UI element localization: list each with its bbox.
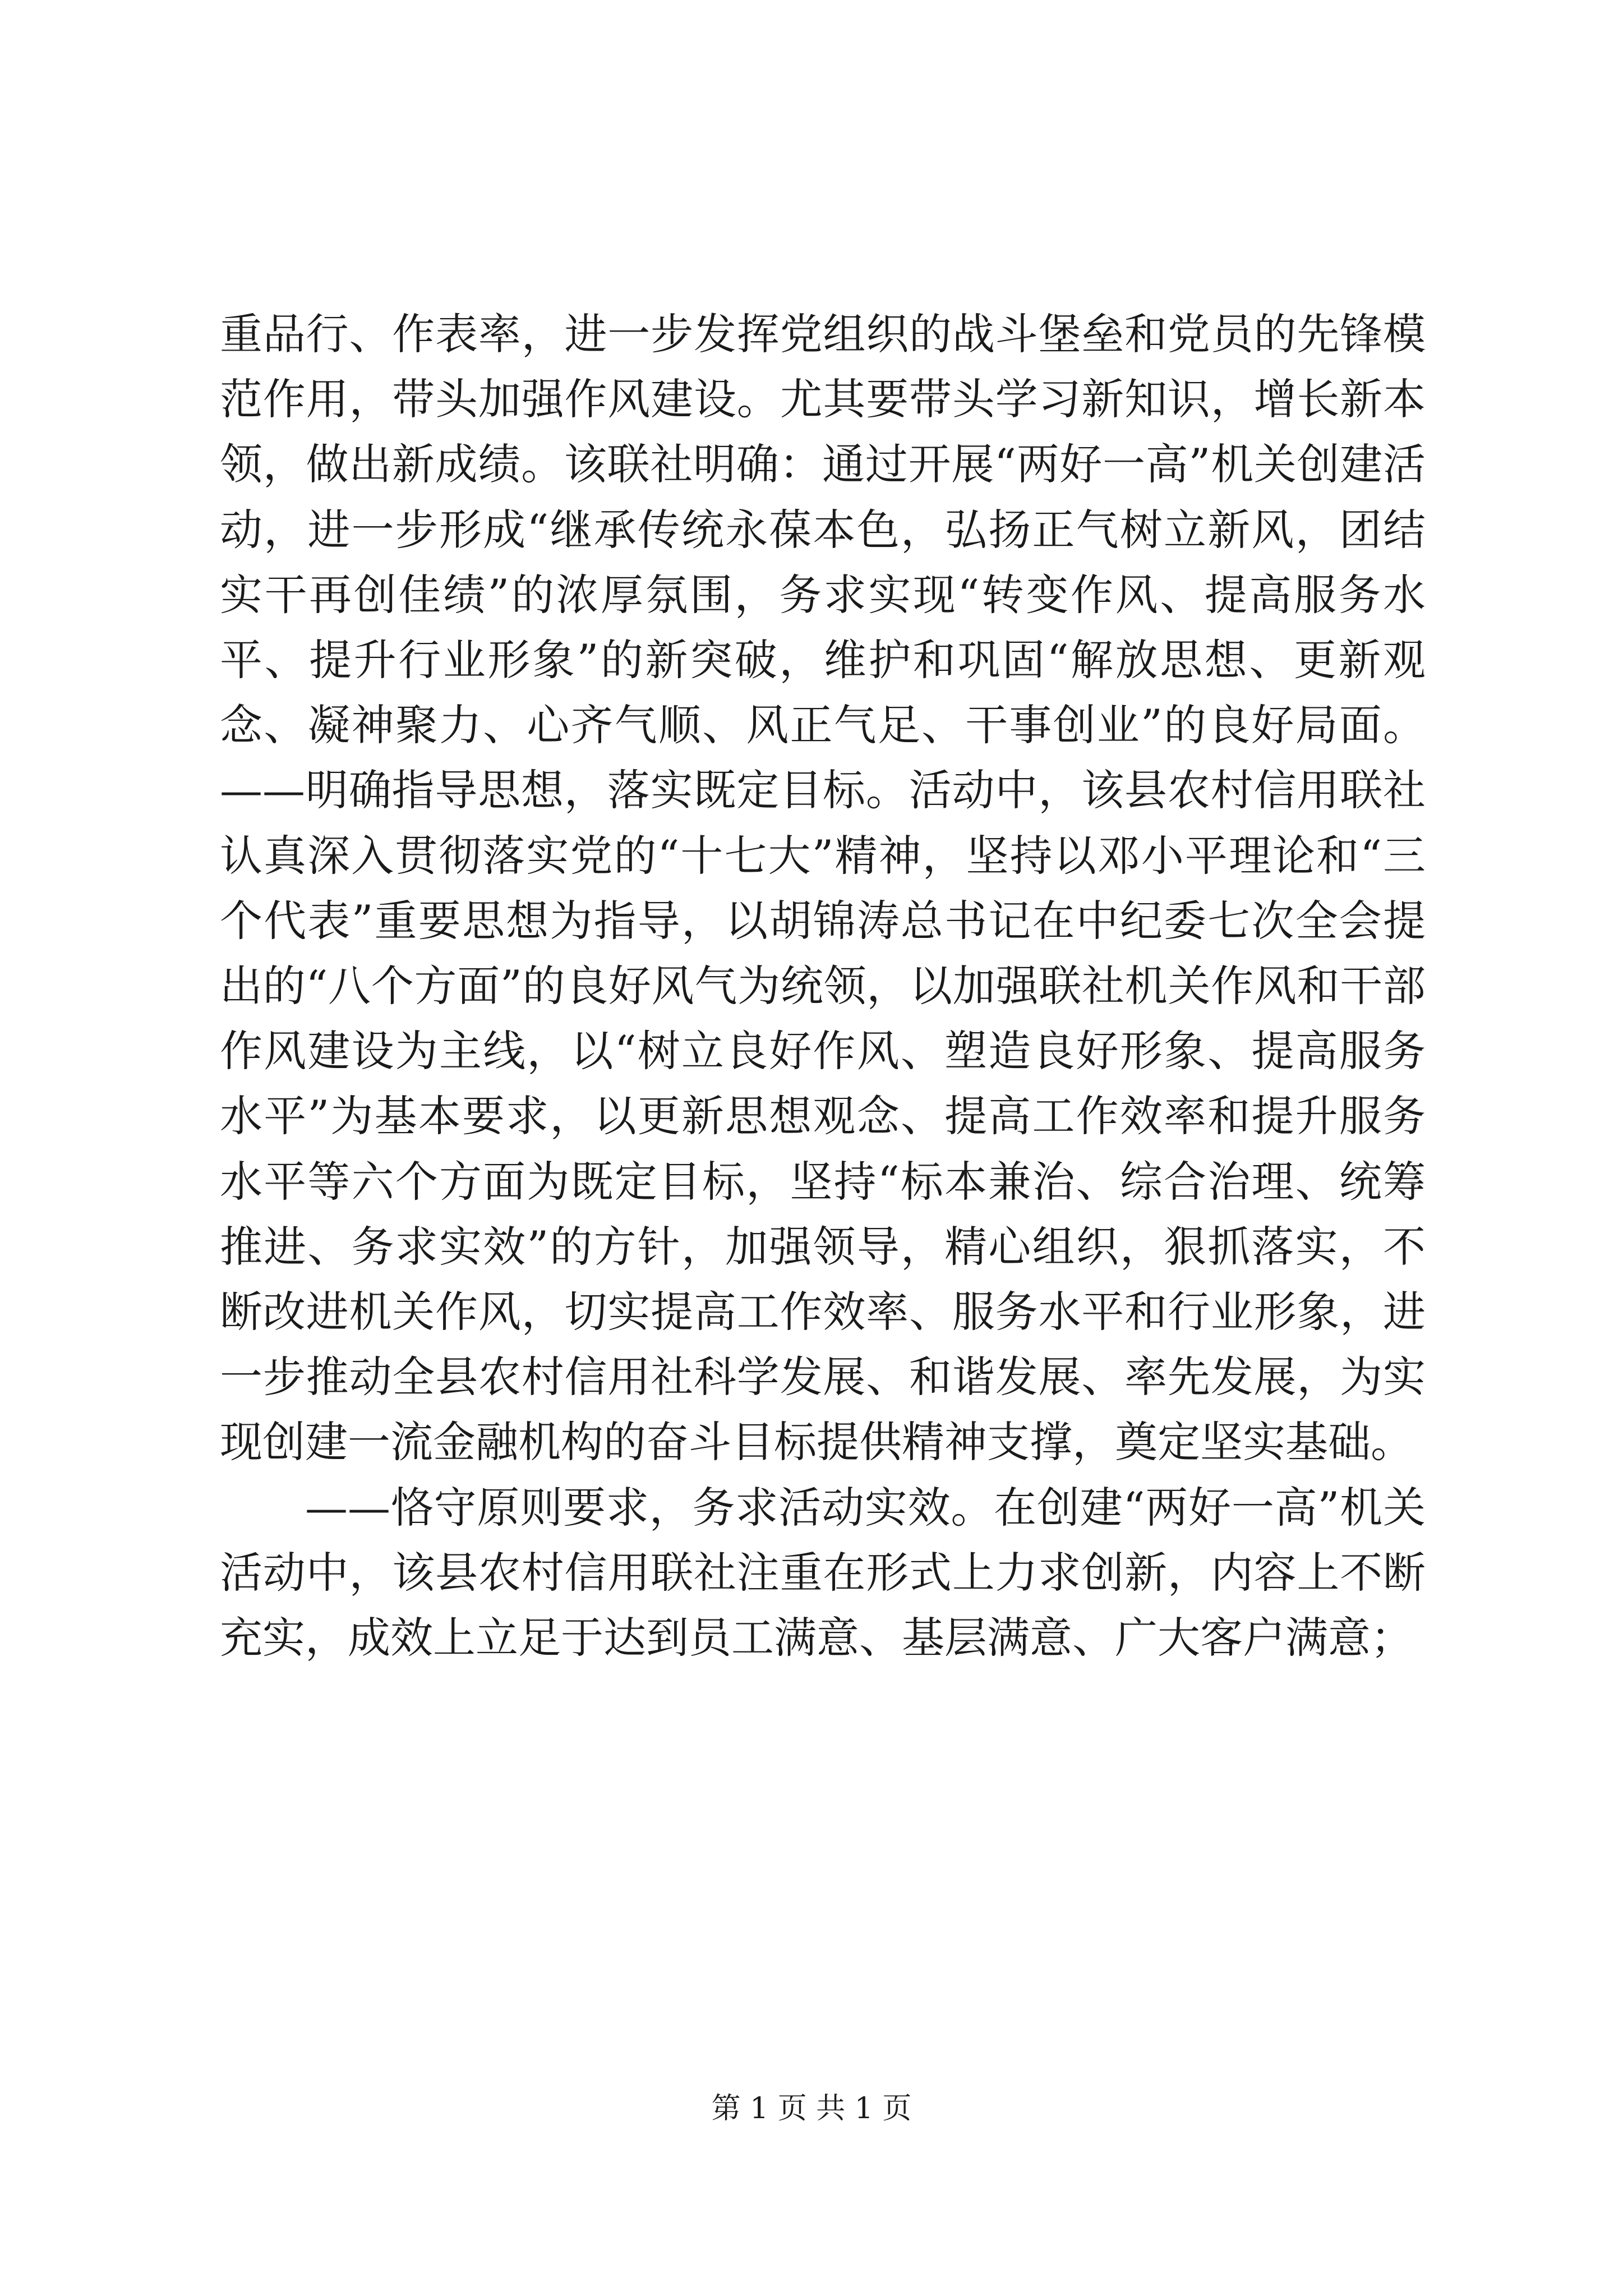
page-footer: 第 1 页 共 1 页 [711,2092,912,2125]
paragraph-2: ——恪守原则要求，务求活动实效。在创建“两好一高”机关活动中，该县农村信用联社注重在形式上力求创新，内容上不断充实，成效上立足于达到员工满意、基层满意、广大客户满意； [220,1482,1426,1663]
body-text [220,302,1426,1671]
paragraph-1: 重品行、作表率，进一步发挥党组织的战斗堡垒和党员的先锋模范作用，带头加强作风建设。尤其要带头学习新知识，增长新本领，做出新成绩。该联社明确：通过开展“两好一高”机关创建活动，进一步形成“继承传统永葆本色，弘扬正气树立新风，团结实干再创佳绩”的浓厚氛围，务求实现“转变作风、提高服务水平、提升行业形象”的新突破，维护和巩固“解放思想、更新观念、凝神聚力、心齐气顺、风正气足、干事创业”的良好局面。——明确指导思想，落实既定目标。活动中，该县农村信用联社认真深入贯彻落实党的“十七大”精神，坚持以邓小平理论和“三个代表”重要思想为指导，以胡锦涛总书记在中纪委七次全会提出的“八个方面”的良好风气为统领，以加强联社机关作风和干部作风建设为主线，以“树立良好作风、塑造良好形象、提高服务水平”为基本要求，以更新思想观念、提高工作效率和提升服务水平等六个方面为既定目标，坚持“标本兼治、综合治理、统筹推进、务求实效”的方针，加强领导，精心组织，狠抓落实，不断改进机关作风，切实提高工作效率、服务水平和行业形象，进一步推动全县农村信用社科学发展、和谐发展、率先发展，为实现创建一流金融机构的奋斗目标提供精神支撑，奠定坚实基础。 [220,309,1426,1467]
